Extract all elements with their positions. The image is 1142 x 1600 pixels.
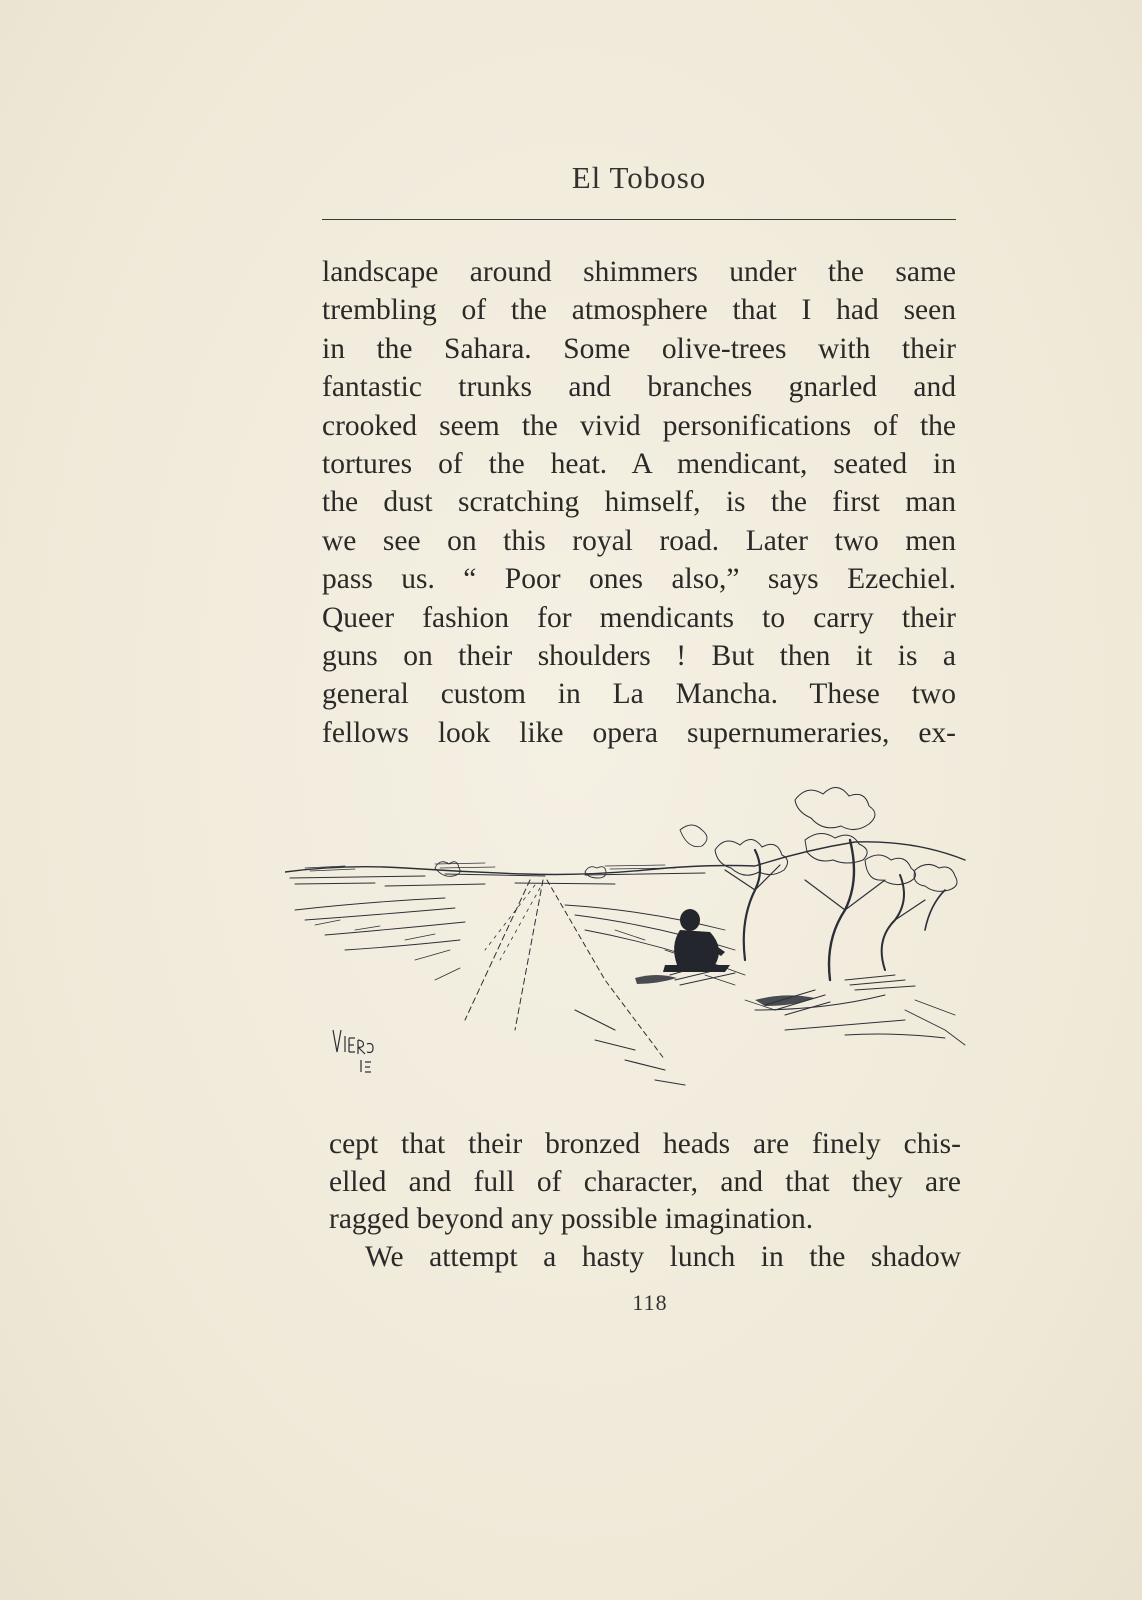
text-line: ragged beyond any possible imagination.: [329, 1203, 814, 1235]
text-line: tortures of the heat. A mendicant, seated in: [322, 447, 956, 480]
text-line: cept that their bronzed heads are finely chis-: [329, 1128, 961, 1160]
text-line: trembling of the atmosphere that I had seen: [322, 294, 956, 327]
paragraph-top: [322, 253, 956, 752]
text-line: Queer fashion for mendicants to carry their: [322, 601, 956, 634]
text-line: elled and full of character, and that they are: [329, 1165, 961, 1198]
text-line: pass us. “ Poor ones also,” says Ezechiel.: [322, 563, 956, 596]
text-line: landscape around shimmers under the same: [322, 256, 956, 288]
text-line: fellows look like opera supernumeraries, ex-: [322, 716, 956, 749]
text-line: fantastic trunks and branches gnarled and: [322, 371, 956, 404]
text-line: general custom in La Mancha. These two: [322, 678, 956, 711]
header-rule: [322, 219, 956, 220]
text-line: crooked seem the vivid personifications of the: [322, 409, 956, 442]
text-line: We attempt a hasty lunch in the shadow: [365, 1240, 961, 1273]
text-line: the dust scratching himself, is the first man: [322, 486, 956, 519]
road-landscape-illustration: [285, 780, 985, 1110]
text-line: in the Sahara. Some olive-trees with their: [322, 332, 956, 365]
paragraph-bottom: [329, 1126, 961, 1276]
text-line: guns on their shoulders ! But then it is a: [322, 639, 956, 672]
text-line: we see on this royal road. Later two men: [322, 524, 956, 557]
page-number: 118: [632, 1290, 668, 1315]
artist-signature: [333, 1030, 373, 1072]
running-head: El Toboso: [571, 160, 707, 195]
